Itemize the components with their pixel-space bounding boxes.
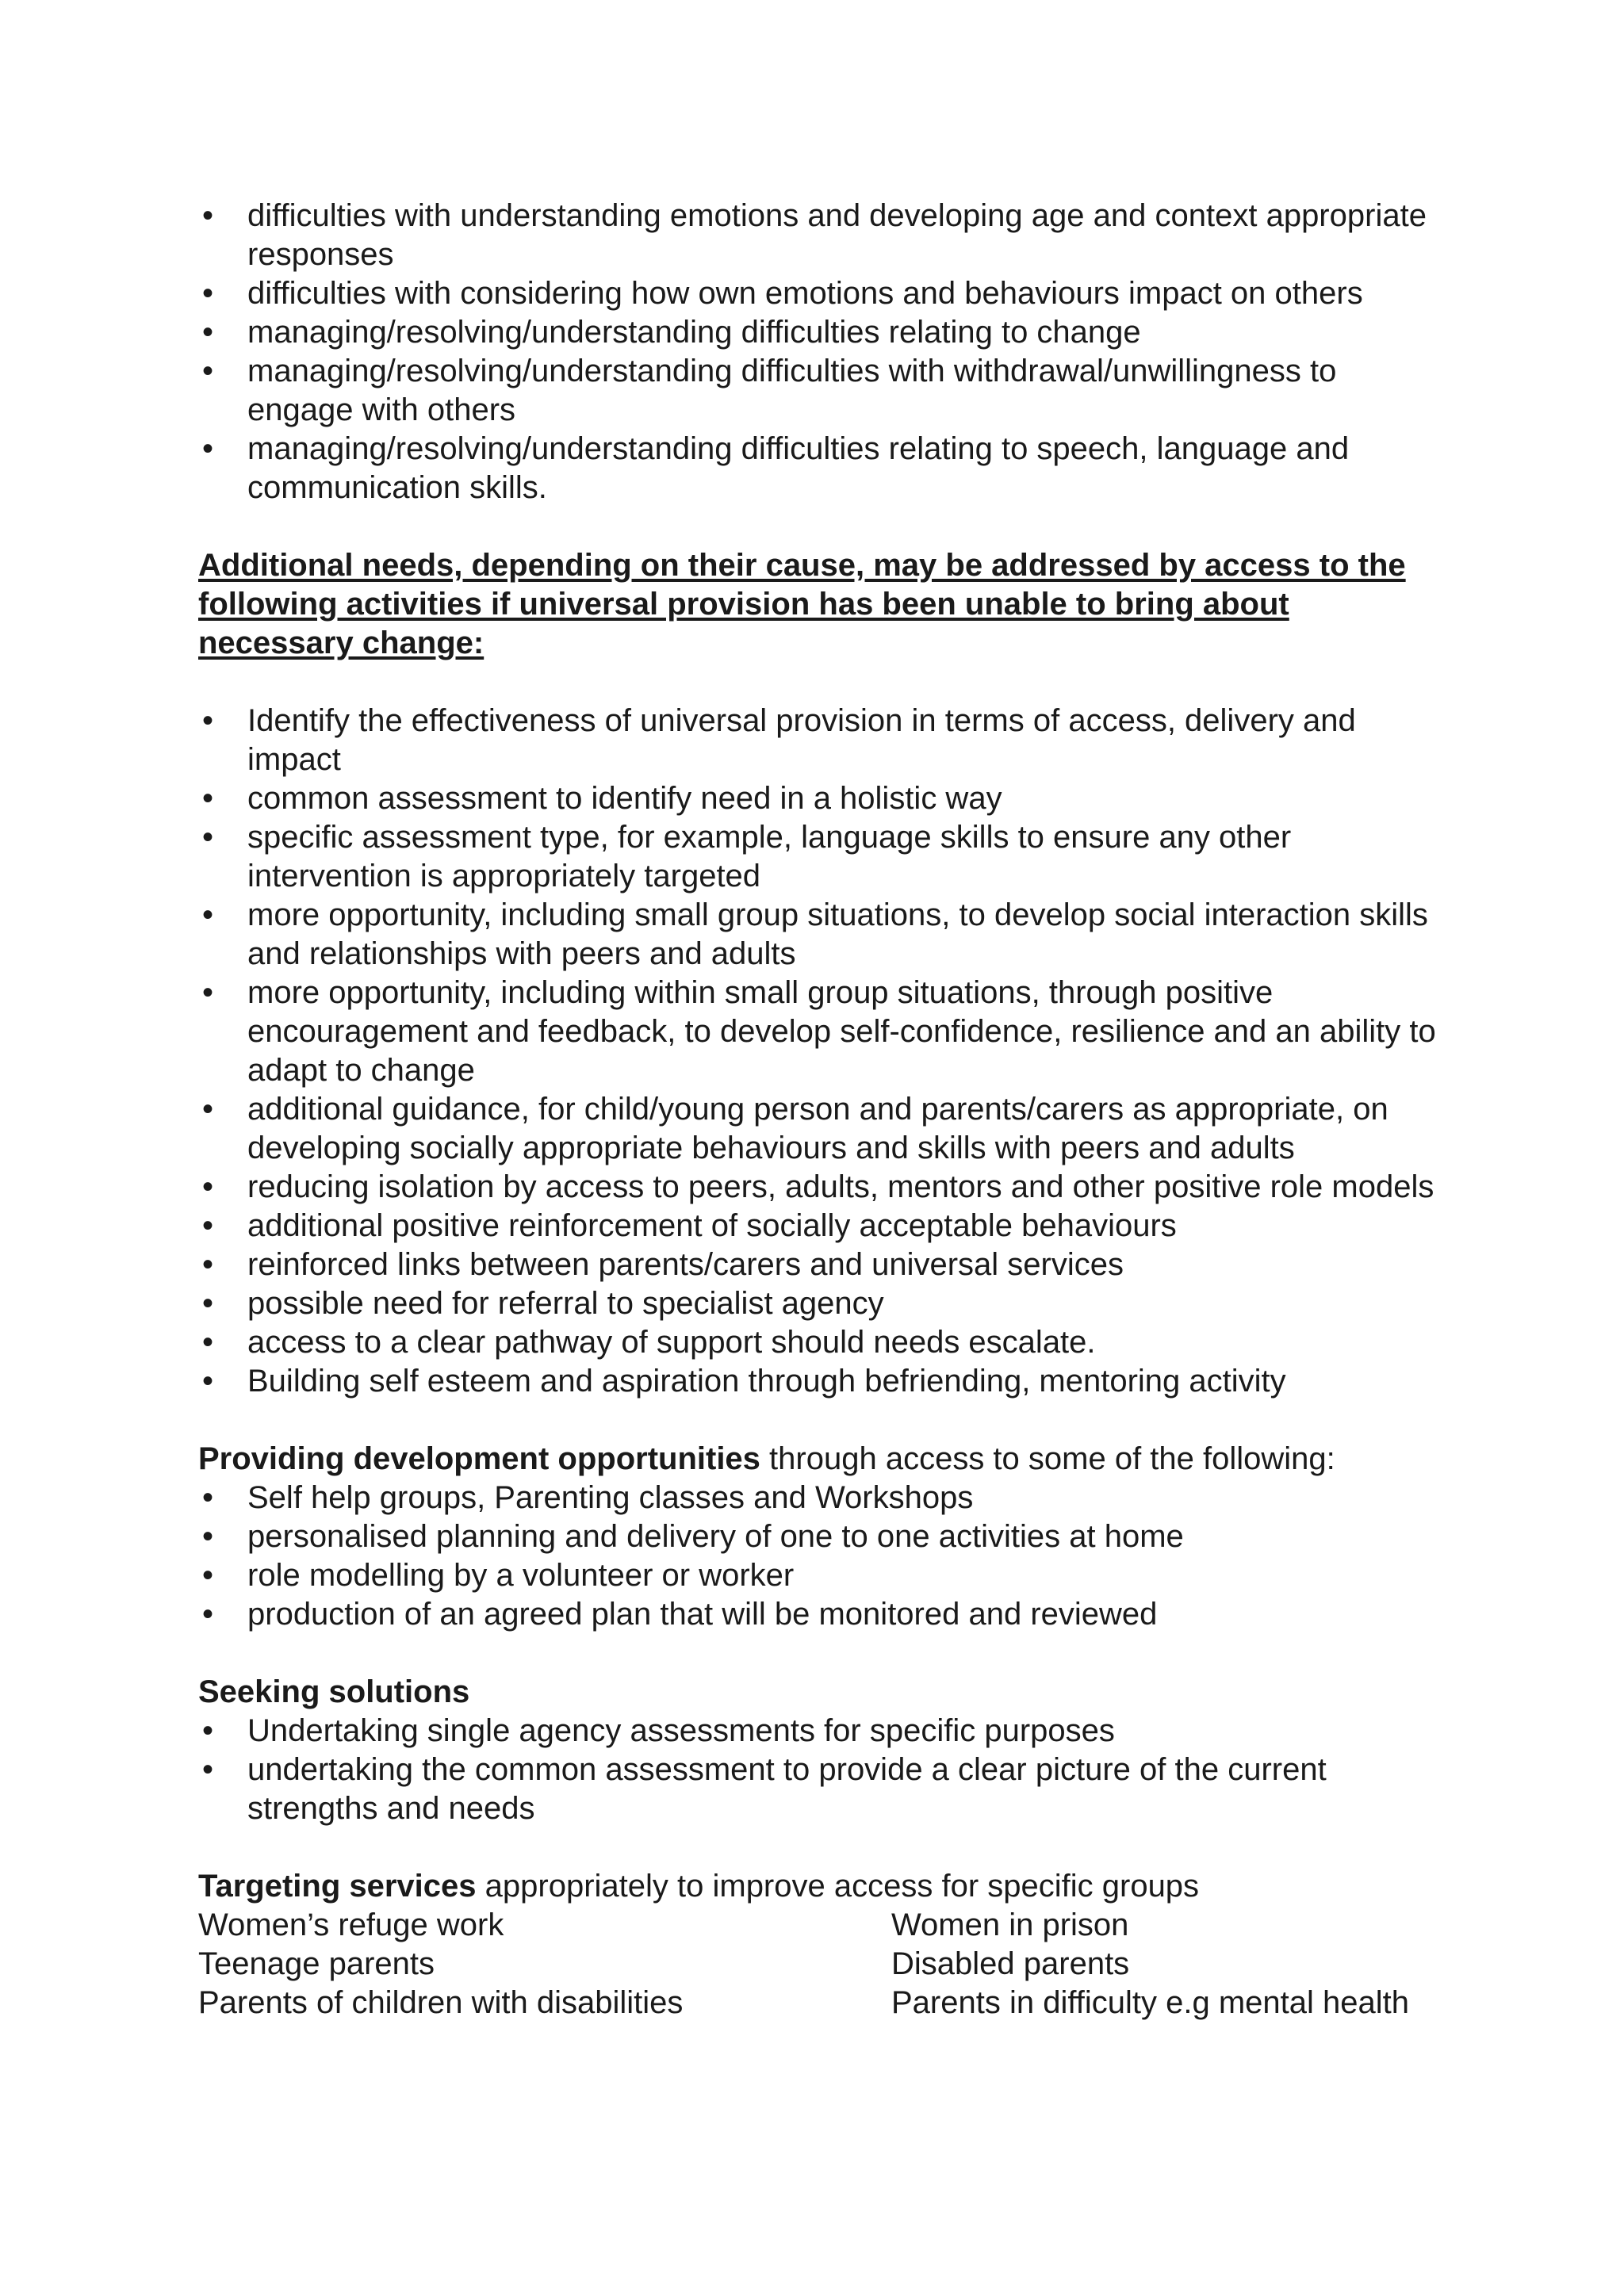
document-page [198,197,1443,2022]
list-item: • additional positive reinforcement of socially acceptable behaviours [198,1207,1443,1246]
list-item: • more opportunity, including small group situations, to develop social interaction skills and relationships with peers and adults [198,896,1443,974]
list-item: • production of an agreed plan that will be monitored and reviewed [198,1595,1443,1634]
spacer [198,1401,1443,1440]
additional-needs-heading: Additional needs, depending on their cause, may be addressed by access to the following activities if universal provision has been unable to bring about necessary change: [198,548,1406,660]
list-item: • access to a clear pathway of support should needs escalate. [198,1323,1443,1362]
targeting-rest: appropriately to improve access for specific groups [476,1869,1200,1904]
target-group-left: Teenage parents [198,1946,435,1981]
providing-bold-lead: Providing development opportunities [198,1441,760,1476]
targeting-bold-lead: Targeting services [198,1869,477,1904]
seeking-heading: Seeking solutions [198,1674,470,1709]
providing-list [198,1479,1443,1634]
list-item: • more opportunity, including within small group situations, through positive encouragement and feedback, to develop self-confidence, resilience and an ability to adapt to change [198,974,1443,1090]
list-item: • reducing isolation by access to peers, adults, mentors and other positive role models [198,1168,1443,1207]
target-group-right: Parents in difficulty e.g mental health [891,1985,1409,2020]
list-item: • managing/resolving/understanding difficulties with withdrawal/unwillingness to engage with others [198,352,1443,430]
list-item: • role modelling by a volunteer or worker [198,1556,1443,1595]
list-item: • managing/resolving/understanding difficulties relating to speech, language and communication skills. [198,430,1443,507]
list-item: • managing/resolving/understanding difficulties relating to change [198,313,1443,352]
providing-intro [198,1440,1443,1479]
list-item: • Self help groups, Parenting classes and Workshops [198,1479,1443,1517]
seeking-list [198,1712,1443,1828]
target-group-left: Parents of children with disabilities [198,1985,684,2020]
providing-rest: through access to some of the following: [760,1441,1335,1476]
target-group-right: Disabled parents [891,1946,1130,1981]
list-item: • difficulties with understanding emotions and developing age and context appropriate responses [198,197,1443,274]
activities-list [198,702,1443,1401]
spacer [198,1634,1443,1673]
list-item: • additional guidance, for child/young person and parents/carers as appropriate, on developing socially appropriate behaviours and skills with peers and adults [198,1090,1443,1168]
targeting-intro [198,1867,1443,1906]
list-item: • difficulties with considering how own emotions and behaviours impact on others [198,274,1443,313]
difficulties-list [198,197,1443,507]
list-item: • Undertaking single agency assessments for specific purposes [198,1712,1443,1751]
target-group-right: Women in prison [891,1908,1129,1942]
spacer [198,507,1443,546]
spacer [198,1828,1443,1867]
list-item: • Building self esteem and aspiration through befriending, mentoring activity [198,1362,1443,1401]
list-item: • possible need for referral to specialist agency [198,1284,1443,1323]
list-item: • reinforced links between parents/carers and universal services [198,1246,1443,1284]
targeting-groups [198,1906,1443,2022]
target-group-left: Women’s refuge work [198,1908,504,1942]
spacer [198,663,1443,702]
list-item: • undertaking the common assessment to provide a clear picture of the current strengths and needs [198,1751,1443,1828]
list-item: • specific assessment type, for example, language skills to ensure any other intervention is appropriately targeted [198,818,1443,896]
list-item: • personalised planning and delivery of one to one activities at home [198,1517,1443,1556]
list-item: • Identify the effectiveness of universal provision in terms of access, delivery and impact [198,702,1443,779]
list-item: • common assessment to identify need in a holistic way [198,779,1443,818]
